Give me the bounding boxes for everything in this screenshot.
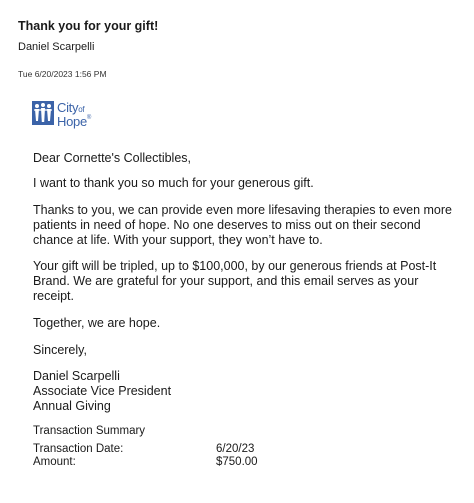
summary-label: Amount: xyxy=(33,456,76,468)
letter-greeting: Dear Cornette's Collectibles, xyxy=(33,151,192,165)
summary-value: 6/20/23 xyxy=(216,443,255,455)
signature-title: Associate Vice President xyxy=(33,384,172,398)
email-subject: Thank you for your gift! xyxy=(18,19,159,33)
letter-together: Together, we are hope. xyxy=(33,316,161,330)
logo-wordmark xyxy=(57,101,91,128)
letter-sincerely: Sincerely, xyxy=(33,343,87,357)
logo-city: City xyxy=(57,100,79,115)
summary-label: Transaction Date: xyxy=(33,443,124,455)
signature-name: Daniel Scarpelli xyxy=(33,369,120,383)
letter-signature xyxy=(33,369,453,414)
summary-value: $750.00 xyxy=(216,456,258,468)
summary-title: Transaction Summary xyxy=(33,425,146,437)
city-of-hope-logo xyxy=(32,101,91,127)
logo-of: of xyxy=(78,105,85,114)
letter-tripled: Your gift will be tripled, up to $100,000, by our generous friends at Post-It Brand. We are grateful for your support, and this email serves as your receipt. xyxy=(33,259,437,303)
logo-hope: Hope xyxy=(57,114,87,129)
transaction-summary xyxy=(33,425,453,469)
letter-thanks: I want to thank you so much for your generous gift. xyxy=(33,176,314,190)
city-of-hope-figures-icon xyxy=(32,101,54,125)
email-date: Tue 6/20/2023 1:56 PM xyxy=(18,69,107,79)
logo-trademark: ® xyxy=(86,115,92,121)
email-sender[interactable]: Daniel Scarpelli xyxy=(18,41,95,53)
summary-row xyxy=(33,443,453,456)
signature-department: Annual Giving xyxy=(33,399,111,413)
letter-impact: Thanks to you, we can provide even more lifesaving therapies to even more patients in need of hope. No one deserves to miss out on their second chance at life. With your support, they won’t have to. xyxy=(33,203,452,247)
summary-row xyxy=(33,456,453,469)
